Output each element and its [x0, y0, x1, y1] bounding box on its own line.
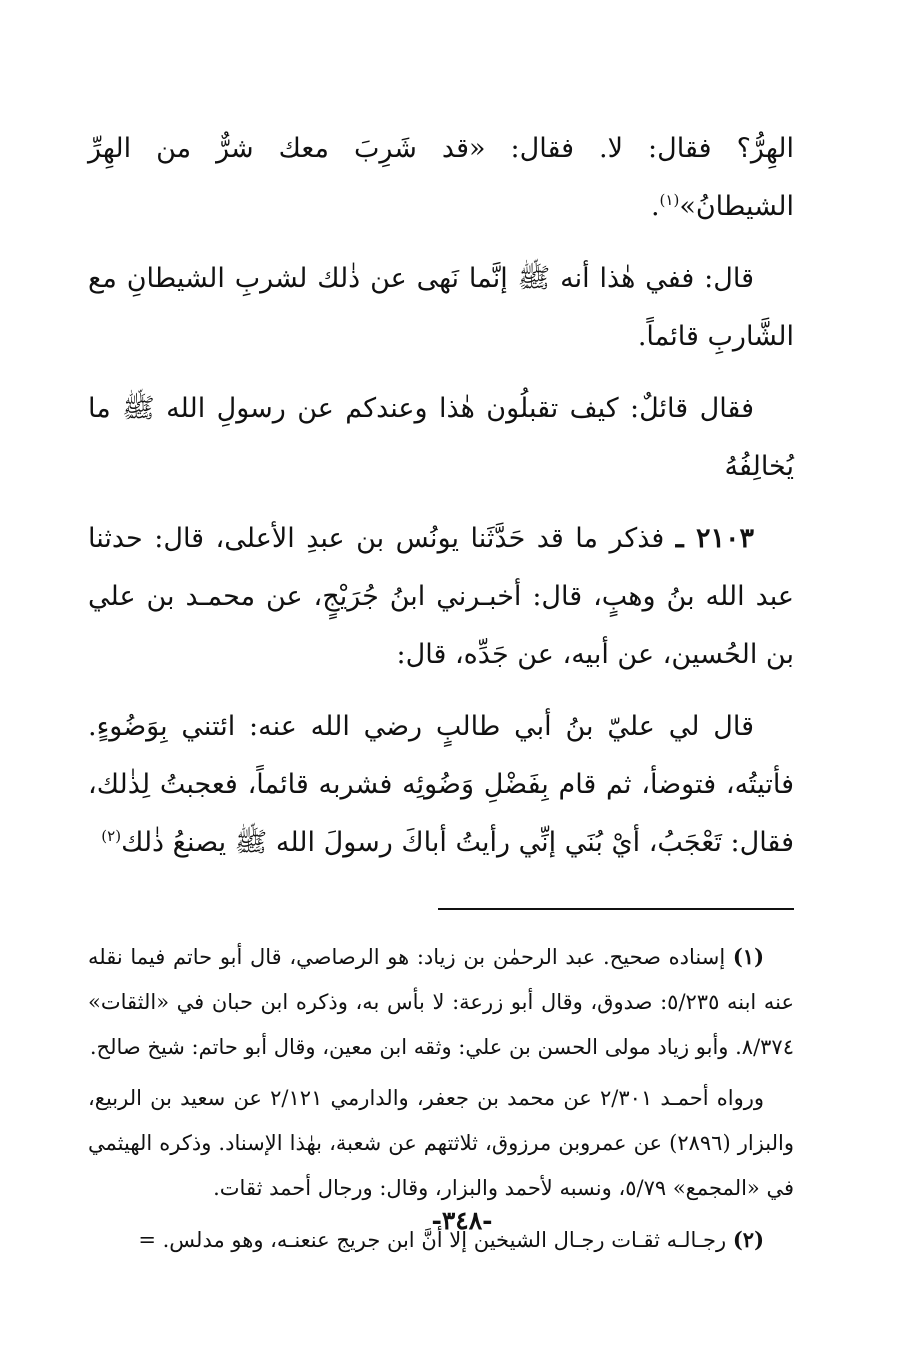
- paragraph-2: قال: ففي هٰذا أنه ﷺ إنَّما نَهى عن ذٰلك لشربِ الشيطانِ مع الشَّاربِ قائماً.: [88, 263, 794, 352]
- hadith-2103-text: فذكر ما قد حَدَّثَنا يونُس بن عبدِ الأعلى، قال: حدثنا عبد الله بنُ وهبٍ، قال: أخبـرني ابنُ جُرَيْجٍ، عن محمـد بن علي بن الحُسين، عن أبيه، عن جَدِّه، قال:: [88, 523, 794, 670]
- footnote-1-number: (١): [732, 944, 764, 969]
- paragraph-5-text: قال لي عليّ بنُ أبي طالبٍ رضي الله عنه: ائتني بِوَضُوءٍ. فأتيتُه، فتوضأ، ثم قام بِفَضْلِ وَضُوئِه فشربه قائماً، فعجبتُ لِذٰلك، فقال: تَعْجَبُ، أيْ بُنَي إنِّي رأيتُ أباكَ رسولَ الله ﷺ يصنعُ ذٰلك: [88, 711, 794, 858]
- footnote-1: [88, 934, 794, 1070]
- hadith-number: ٢١٠٣ ـ: [675, 523, 754, 554]
- paragraph-3: فقال قائلٌ: كيف تقبلُون هٰذا وعندكم عن رسولِ الله ﷺ ما يُخالِفُهُ: [88, 393, 794, 482]
- hadith-2103: [88, 510, 794, 684]
- footnote-1-continued: ورواه أحمـد ٢/٣٠١ عن محمد بن جعفر، والدارمي ٢/١٢١ عن سعيد بن الربيع، والبزار (٢٨٩٦) عن عمروبن مرزوق، ثلاثتهم عن شعبة، بهٰذا الإسناد. وذكره الهيثمي في «المجمع» ٥/٧٩، ونسبه لأحمد والبزار، وقال: ورجال أحمد ثقات.: [88, 1086, 794, 1200]
- footnote-1-text: إسناده صحيح. عبد الرحمٰن بن زياد: هو الرصاصي، قال أبو حاتم فيما نقله عنه ابنه ٥/٢٣٥: صدوق، وقال أبو زرعة: لا بأس به، وذكره ابن حبان في «الثقات» ٨/٣٧٤. وأبو زياد مولى الحسن بن علي: وثقه ابن معين، وقال أبو حاتم: شيخ صالح.: [88, 945, 794, 1059]
- paragraph-5: [88, 698, 794, 872]
- page-body: [88, 120, 794, 1269]
- paragraph-1-text: الهِرُّ؟ فقال: لا. فقال: «قد شَرِبَ معك شرٌّ من الهِرِّ الشيطانُ»: [88, 133, 794, 222]
- paragraph-1: الهِرُّ؟ فقال: لا. فقال: «قد شَرِبَ معك شرٌّ من الهِرِّ الشيطانُ»$^{(١)}$.: [88, 133, 794, 222]
- footnote-ref-2[interactable]: (٢): [101, 827, 122, 845]
- footnote-ref-1[interactable]: (١): [659, 191, 680, 209]
- footnote-divider: [438, 908, 794, 910]
- footnote-2-number: (٢): [732, 1227, 764, 1252]
- page-number: -٣٤٨-: [431, 1206, 493, 1235]
- footnote-2-text: رجـالـه ثقـات رجـال الشيخين إلا أنَّ ابن جريج عنعنـه، وهو مدلس. =: [138, 1228, 727, 1252]
